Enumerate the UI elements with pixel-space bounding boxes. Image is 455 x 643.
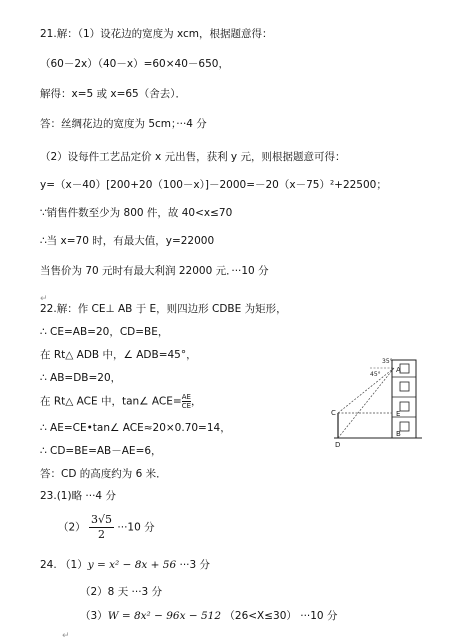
- q23-fraction: [89, 513, 114, 542]
- tan-fraction: [182, 393, 191, 410]
- q23-part2: [58, 513, 155, 542]
- label-a: A: [396, 366, 401, 374]
- q21-range: ∵销售件数至少为 800 件，故 40<x≤70: [40, 207, 233, 219]
- label-e: E: [396, 410, 401, 418]
- q23-part2-label: （2）: [58, 521, 86, 534]
- line-ca: [338, 368, 394, 413]
- q23-part1: 23.(1)略 ···4 分: [40, 490, 116, 502]
- q22-step5: ∴ AE=CE•tan∠ ACE≈20×0.70=14，: [40, 422, 231, 434]
- q22-answer: 答：CD 的高度约为 6 米．: [40, 468, 167, 480]
- q24-part3-formula: W = 8x² − 96x − 512: [107, 610, 222, 622]
- q23-part2-score: ···10 分: [117, 521, 155, 534]
- tan-denominator: CE: [181, 402, 191, 410]
- q24-part1-label: 24. （1）: [40, 559, 88, 571]
- angle-35: 35°: [382, 358, 393, 365]
- label-c: C: [331, 409, 336, 417]
- q24-part3: [80, 609, 337, 623]
- q22-step1: ∴ CE=AB=20，CD=BE，: [40, 326, 169, 338]
- label-b: B: [396, 430, 401, 438]
- q22-step4: [40, 393, 202, 410]
- paragraph-mark-end: ↵: [62, 631, 70, 641]
- q21-equation: （60－2x）（40－x）=60×40－650，: [40, 58, 229, 70]
- q21-part2-setup: （2）设每件工艺品定价 x 元出售，获利 y 元，则根据题意可得：: [40, 151, 346, 163]
- tan-numerator: AE: [181, 393, 191, 401]
- q24-part3-label: （3）: [80, 610, 108, 622]
- q23-denominator: 2: [98, 528, 106, 541]
- q22-heading: 22.解：作 CE⊥ AB 于 E，则四边形 CDBE 为矩形，: [40, 303, 287, 315]
- q24-part2: （2）8 天 ···3 分: [80, 586, 163, 598]
- q24-part3-tail: （26<X≤30） ···10 分: [221, 610, 338, 622]
- q22-step4-text: 在 Rt△ ACE 中，tan∠ ACE=: [40, 395, 182, 408]
- label-d: D: [335, 441, 341, 449]
- line-da: [338, 368, 394, 438]
- q22-step3: ∴ AB=DB=20，: [40, 372, 122, 384]
- q21-conclusion: 当售价为 70 元时有最大利润 22000 元．···10 分: [40, 265, 269, 277]
- q22-step2: 在 Rt△ ADB 中，∠ ADB=45°，: [40, 349, 197, 361]
- q24-part1: [40, 558, 210, 572]
- geometry-figure: [330, 350, 430, 449]
- q21-solution: 解得：x=5 或 x=65（舍去）．: [40, 88, 186, 100]
- paragraph-mark: ↵: [40, 294, 48, 304]
- angle-45: 45°: [370, 371, 381, 378]
- q22-step6: ∴ CD=BE=AB－AE=6，: [40, 445, 162, 457]
- q23-numerator: 3√5: [91, 513, 113, 526]
- q21-heading: 21.解：（1）设花边的宽度为 xcm，根据题意得：: [40, 28, 273, 40]
- q22-step4-tail: ，: [191, 395, 202, 408]
- q24-part1-score: ···3 分: [176, 559, 211, 571]
- q21-answer: 答：丝绸花边的宽度为 5cm；···4 分: [40, 118, 207, 130]
- q24-part1-formula: y = x² − 8x + 56: [87, 559, 177, 571]
- q21-maximum: ∴当 x=70 时，有最大值，y=22000: [40, 235, 215, 247]
- q21-profit-function: y=（x－40）[200+20（100－x）]－2000=－20（x－75）²+22500；: [40, 179, 387, 191]
